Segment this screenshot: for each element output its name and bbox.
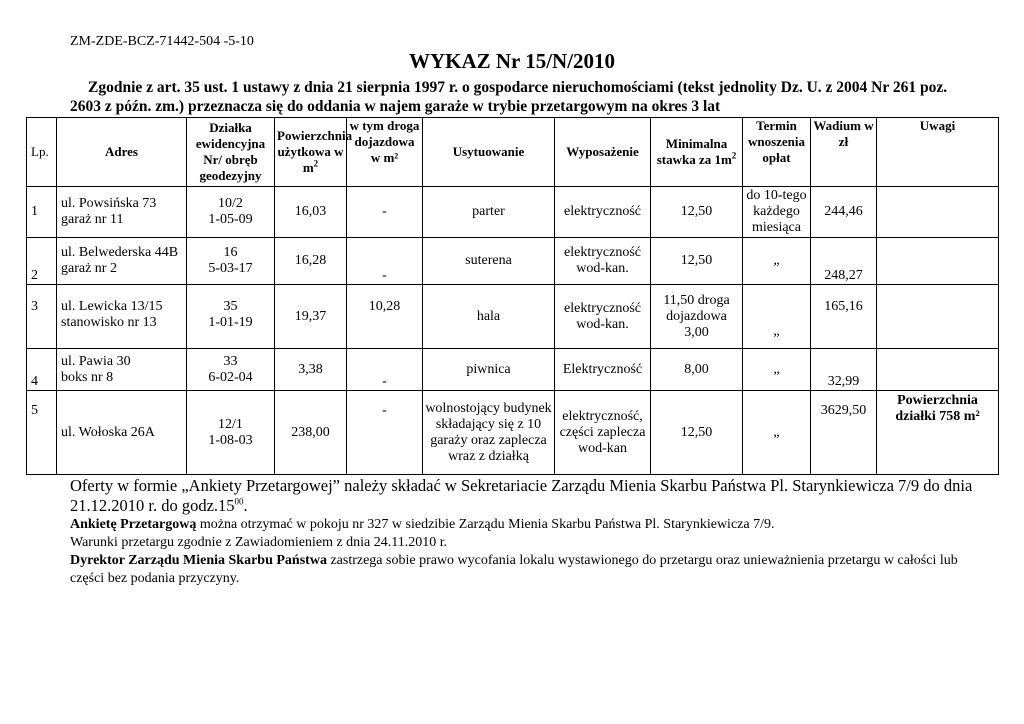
- cell-lp: 3: [27, 285, 57, 349]
- cell-lp: 5: [27, 391, 57, 475]
- header-stawka-exp: 2: [731, 150, 737, 161]
- cell-lp: 1: [27, 187, 57, 238]
- ankieta-paragraph: [70, 516, 980, 534]
- cell-powierzchnia: 16,28: [275, 238, 347, 285]
- header-powierzchnia-exp: 2: [313, 158, 319, 169]
- cell-wyposazenie: elektryczność wod-kan.: [555, 285, 651, 349]
- cell-uwagi: [877, 238, 999, 285]
- cell-dzialka-nr: 35: [223, 299, 238, 314]
- cell-adres: [57, 238, 187, 285]
- cell-adres: [57, 285, 187, 349]
- cell-lp: 2: [27, 238, 57, 285]
- cell-stawka: 8,00: [651, 349, 743, 391]
- table-row: [27, 187, 999, 238]
- cell-wadium: 3629,50: [811, 391, 877, 475]
- cell-dzialka-obreb: 1-01-19: [208, 315, 253, 330]
- cell-dzialka-nr: 10/2: [218, 196, 243, 211]
- header-lp: Lp.: [27, 118, 57, 187]
- cell-usytuowanie: hala: [423, 285, 555, 349]
- cell-uwagi: [877, 349, 999, 391]
- cell-dzialka: [187, 349, 275, 391]
- dyrektor-bold: Dyrektor Zarządu Mienia Skarbu Państwa: [70, 553, 327, 568]
- cell-wadium: 244,46: [811, 187, 877, 238]
- header-powierzchnia-label: Powierzchnia użytkowa: [277, 128, 353, 159]
- dyrektor-paragraph: [70, 552, 980, 588]
- offers-paragraph: [70, 476, 980, 516]
- cell-powierzchnia: 3,38: [275, 349, 347, 391]
- cell-usytuowanie: wolnostojący budynek składający się z 10 garaży oraz zaplecza wraz z działką: [423, 391, 555, 475]
- cell-adres-unit: boks nr 8: [61, 369, 114, 385]
- cell-stawka: 12,50: [651, 238, 743, 285]
- header-termin: Termin wnoszenia opłat: [743, 118, 811, 187]
- document-title: WYKAZ Nr 15/N/2010: [408, 49, 616, 73]
- cell-wadium: 32,99: [811, 349, 877, 391]
- table-row: [27, 238, 999, 285]
- header-powierzchnia: [275, 118, 353, 187]
- cell-termin: „: [743, 349, 811, 391]
- cell-dzialka-obreb: 6-02-04: [208, 369, 253, 385]
- cell-adres-street: ul. Wołoska 26A: [61, 424, 155, 440]
- table-row: [27, 391, 999, 475]
- cell-droga: -: [347, 391, 423, 475]
- cell-wadium: 165,16: [811, 285, 877, 349]
- cell-dzialka-obreb: 1-05-09: [208, 212, 253, 227]
- cell-dzialka: [187, 238, 275, 285]
- header-uwagi: Uwagi: [877, 118, 999, 187]
- header-powierzchnia-unit: w m: [302, 144, 344, 175]
- cell-dzialka-obreb: 5-03-17: [208, 261, 253, 276]
- cell-termin: „: [743, 238, 811, 285]
- cell-uwagi: [877, 285, 999, 349]
- header-droga: w tym droga dojazdowa w m²: [347, 118, 423, 187]
- cell-wyposazenie: Elektryczność: [555, 349, 651, 391]
- header-wadium: Wadium w zł: [811, 118, 877, 187]
- cell-adres-unit: garaż nr 2: [61, 261, 117, 276]
- cell-wyposazenie: elektryczność wod-kan.: [555, 238, 651, 285]
- header-stawka: [651, 118, 743, 187]
- cell-adres-street: ul. Belwederska 44B: [61, 245, 179, 260]
- header-wyposazenie: Wyposażenie: [555, 118, 651, 187]
- cell-droga: 10,28: [347, 285, 423, 349]
- cell-uwagi: [877, 187, 999, 238]
- table-header-row: [27, 118, 999, 187]
- ankieta-bold: Ankietę Przetargową: [70, 517, 197, 532]
- cell-stawka: 12,50: [651, 391, 743, 475]
- cell-dzialka-nr: 33: [223, 353, 238, 369]
- cell-droga: -: [347, 349, 423, 391]
- offers-time-sup: 00: [234, 496, 244, 507]
- cell-adres-unit: garaż nr 11: [61, 212, 124, 227]
- cell-dzialka-nr: 16: [223, 245, 238, 260]
- table-row: [27, 349, 999, 391]
- table-row: [27, 285, 999, 349]
- cell-adres-street: ul. Powsińska 73: [61, 196, 157, 211]
- cell-wyposazenie: elektryczność: [555, 187, 651, 238]
- cell-usytuowanie: parter: [423, 187, 555, 238]
- cell-powierzchnia: 238,00: [275, 391, 347, 475]
- document-reference: ZM-ZDE-BCZ-71442-504 -5-10: [70, 34, 254, 49]
- header-stawka-label: Minimalna stawka za 1m: [656, 136, 732, 167]
- garage-list-table: [26, 117, 999, 475]
- intro-paragraph: Zgodnie z art. 35 ust. 1 ustawy z dnia 21 sierpnia 1997 r. o gospodarce nieruchomościami (tekst jednolity Dz. U. z 2004 Nr 261 poz. 2603 z późn. zm.) przeznacza się do oddania w najem garaże w trybie przetargowym na okres 3 lat: [70, 79, 948, 115]
- cell-droga: -: [347, 187, 423, 238]
- header-dzialka: Działka ewidencyjna Nr/ obręb geodezyjny: [187, 118, 275, 187]
- cell-uwagi: Powierzchnia działki 758 m²: [877, 391, 999, 475]
- cell-dzialka-obreb: 1-08-03: [208, 432, 253, 448]
- cell-dzialka: [187, 285, 275, 349]
- cell-adres: [57, 391, 187, 475]
- cell-dzialka: [187, 391, 275, 475]
- cell-dzialka: [187, 187, 275, 238]
- offers-text: Oferty w formie „Ankiety Przetargowej” należy składać w Sekretariacie Zarządu Mienia Skarbu Państwa Pl. Starynkiewicza 7/9 do dnia 21.12.2010 r. do godz.15: [70, 476, 973, 515]
- cell-lp: 4: [27, 349, 57, 391]
- header-usytuowanie: Usytuowanie: [423, 118, 555, 187]
- cell-adres-unit: stanowisko nr 13: [61, 315, 157, 330]
- offers-end: .: [243, 496, 248, 515]
- cell-termin: do 10-tego każdego miesiąca: [743, 187, 811, 238]
- cell-adres-street: ul. Pawia 30: [61, 353, 131, 369]
- cell-droga: -: [347, 238, 423, 285]
- cell-stawka: 12,50: [651, 187, 743, 238]
- ankieta-rest: można otrzymać w pokoju nr 327 w siedzibie Zarządu Mienia Skarbu Państwa Pl. Starynkiewicza 7/9.: [196, 517, 775, 532]
- header-adres: Adres: [57, 118, 187, 187]
- dyrektor-rest: zastrzega sobie prawo wycofania lokalu wystawionego do przetargu oraz unieważnienia przetargu w całości lub części bez podania przyczyny.: [70, 553, 958, 586]
- cell-termin: „: [743, 285, 811, 349]
- cell-usytuowanie: piwnica: [423, 349, 555, 391]
- cell-adres: [57, 187, 187, 238]
- footer-notes: [70, 476, 980, 588]
- cell-termin: „: [743, 391, 811, 475]
- cell-usytuowanie: suterena: [423, 238, 555, 285]
- cell-wyposazenie: elektryczność, części zaplecza wod-kan: [555, 391, 651, 475]
- cell-powierzchnia: 16,03: [275, 187, 347, 238]
- cell-wadium: 248,27: [811, 238, 877, 285]
- cell-powierzchnia: 19,37: [275, 285, 347, 349]
- warunki-paragraph: Warunki przetargu zgodnie z Zawiadomieniem z dnia 24.11.2010 r.: [70, 535, 448, 550]
- cell-dzialka-nr: 12/1: [218, 416, 243, 432]
- cell-stawka: 11,50 droga dojazdowa 3,00: [651, 285, 743, 349]
- cell-adres: [57, 349, 187, 391]
- cell-adres-street: ul. Lewicka 13/15: [61, 299, 163, 314]
